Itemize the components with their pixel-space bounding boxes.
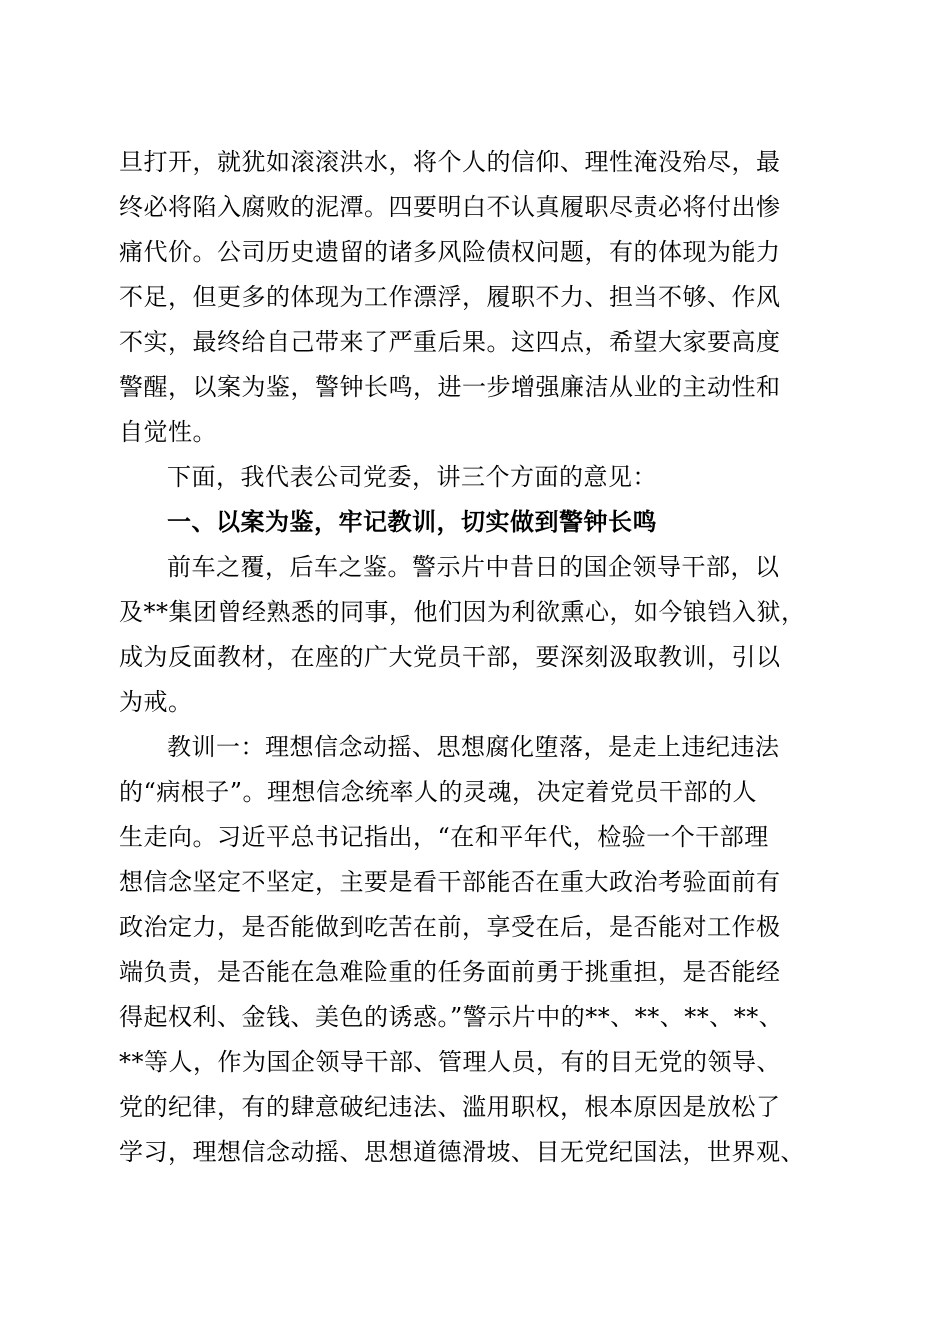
text-line: 及**集团曾经熟悉的同事，他们因为利欲熏心，如今锒铛入狱，: [119, 598, 806, 626]
text-line: 得起权利、金钱、美色的诱惑。”警示片中的**、**、**、**、: [119, 1003, 784, 1031]
text-line: 生走向。习近平总书记指出，“在和平年代，检验一个干部理: [119, 823, 769, 851]
text-line: 旦打开，就犹如滚滚洪水，将个人的信仰、理性淹没殆尽，最: [119, 148, 781, 176]
text-line: 终必将陷入腐败的泥潭。四要明白不认真履职尽责必将付出惨: [119, 193, 781, 221]
text-line: 为戒。: [119, 688, 193, 716]
text-line: 警醒，以案为鉴，警钟长鸣，进一步增强廉洁从业的主动性和: [119, 373, 781, 401]
text-line: 不足，但更多的体现为工作漂浮，履职不力、担当不够、作风: [119, 283, 781, 311]
text-line: 的“病根子”。理想信念统率人的灵魂，决定着党员干部的人: [119, 778, 758, 806]
text-line: 前车之覆，后车之鉴。警示片中昔日的国企领导干部，以: [167, 553, 780, 581]
section-heading: 一、以案为鉴，牢记教训，切实做到警钟长鸣: [167, 508, 657, 536]
text-line: 党的纪律，有的肆意破纪违法、滥用职权，根本原因是放松了: [119, 1093, 781, 1121]
text-line: 自觉性。: [119, 418, 217, 446]
text-line: 想信念坚定不坚定，主要是看干部能否在重大政治考验面前有: [119, 868, 781, 896]
document-body: [119, 140, 839, 1175]
text-line: 教训一：理想信念动摇、思想腐化堕落，是走上违纪违法: [167, 733, 780, 761]
text-line: 成为反面教材，在座的广大党员干部，要深刻汲取教训，引以: [119, 643, 781, 671]
text-line: 政治定力，是否能做到吃苦在前，享受在后，是否能对工作极: [119, 913, 781, 941]
text-line: **等人，作为国企领导干部、管理人员，有的目无党的领导、: [119, 1048, 781, 1076]
text-line: 下面，我代表公司党委，讲三个方面的意见：: [167, 463, 657, 491]
text-line: 学习，理想信念动摇、思想道德滑坡、目无党纪国法，世界观、: [119, 1138, 805, 1166]
text-line: 痛代价。公司历史遗留的诸多风险债权问题，有的体现为能力: [119, 238, 781, 266]
text-line: 不实，最终给自己带来了严重后果。这四点，希望大家要高度: [119, 328, 781, 356]
text-line: 端负责，是否能在急难险重的任务面前勇于挑重担，是否能经: [119, 958, 781, 986]
